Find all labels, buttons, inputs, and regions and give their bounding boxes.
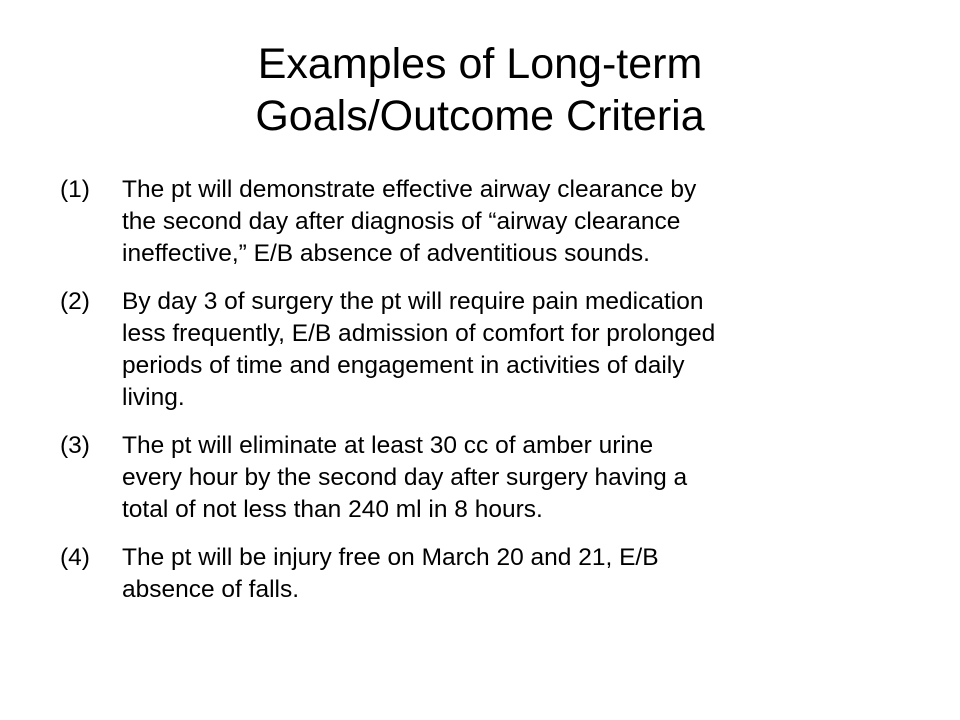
item-text-line: By day 3 of surgery the pt will require pain medication — [122, 288, 704, 315]
item-number: (4) — [60, 544, 90, 571]
title-line: Goals/Outcome Criteria — [255, 92, 705, 140]
list-item — [60, 174, 920, 270]
item-text-line: every hour by the second day after surgery having a — [122, 464, 688, 491]
item-number: (3) — [60, 432, 90, 459]
item-text-line: absence of falls. — [122, 576, 300, 603]
item-text-line: less frequently, E/B admission of comfort for prolonged — [122, 320, 716, 347]
item-text — [122, 286, 920, 414]
item-text — [122, 430, 920, 526]
list-item — [60, 430, 920, 526]
item-text-line: living. — [122, 384, 185, 411]
slide-title — [0, 38, 960, 142]
item-text-line: total of not less than 240 ml in 8 hours. — [122, 496, 543, 523]
item-text-line: ineffective,” E/B absence of adventitious sounds. — [122, 240, 650, 267]
list-item — [60, 542, 920, 606]
criteria-list — [60, 174, 920, 622]
list-item — [60, 286, 920, 414]
item-text-line: the second day after diagnosis of “airway clearance — [122, 208, 681, 235]
item-number: (2) — [60, 288, 90, 315]
item-text-line: The pt will be injury free on March 20 and 21, E/B — [122, 544, 659, 571]
item-text-line: The pt will eliminate at least 30 cc of amber urine — [122, 432, 654, 459]
item-number: (1) — [60, 176, 90, 203]
item-text-line: periods of time and engagement in activities of daily — [122, 352, 685, 379]
item-text — [122, 542, 920, 606]
item-text-line: The pt will demonstrate effective airway clearance by — [122, 176, 697, 203]
title-line: Examples of Long-term — [257, 40, 703, 88]
item-text — [122, 174, 920, 270]
